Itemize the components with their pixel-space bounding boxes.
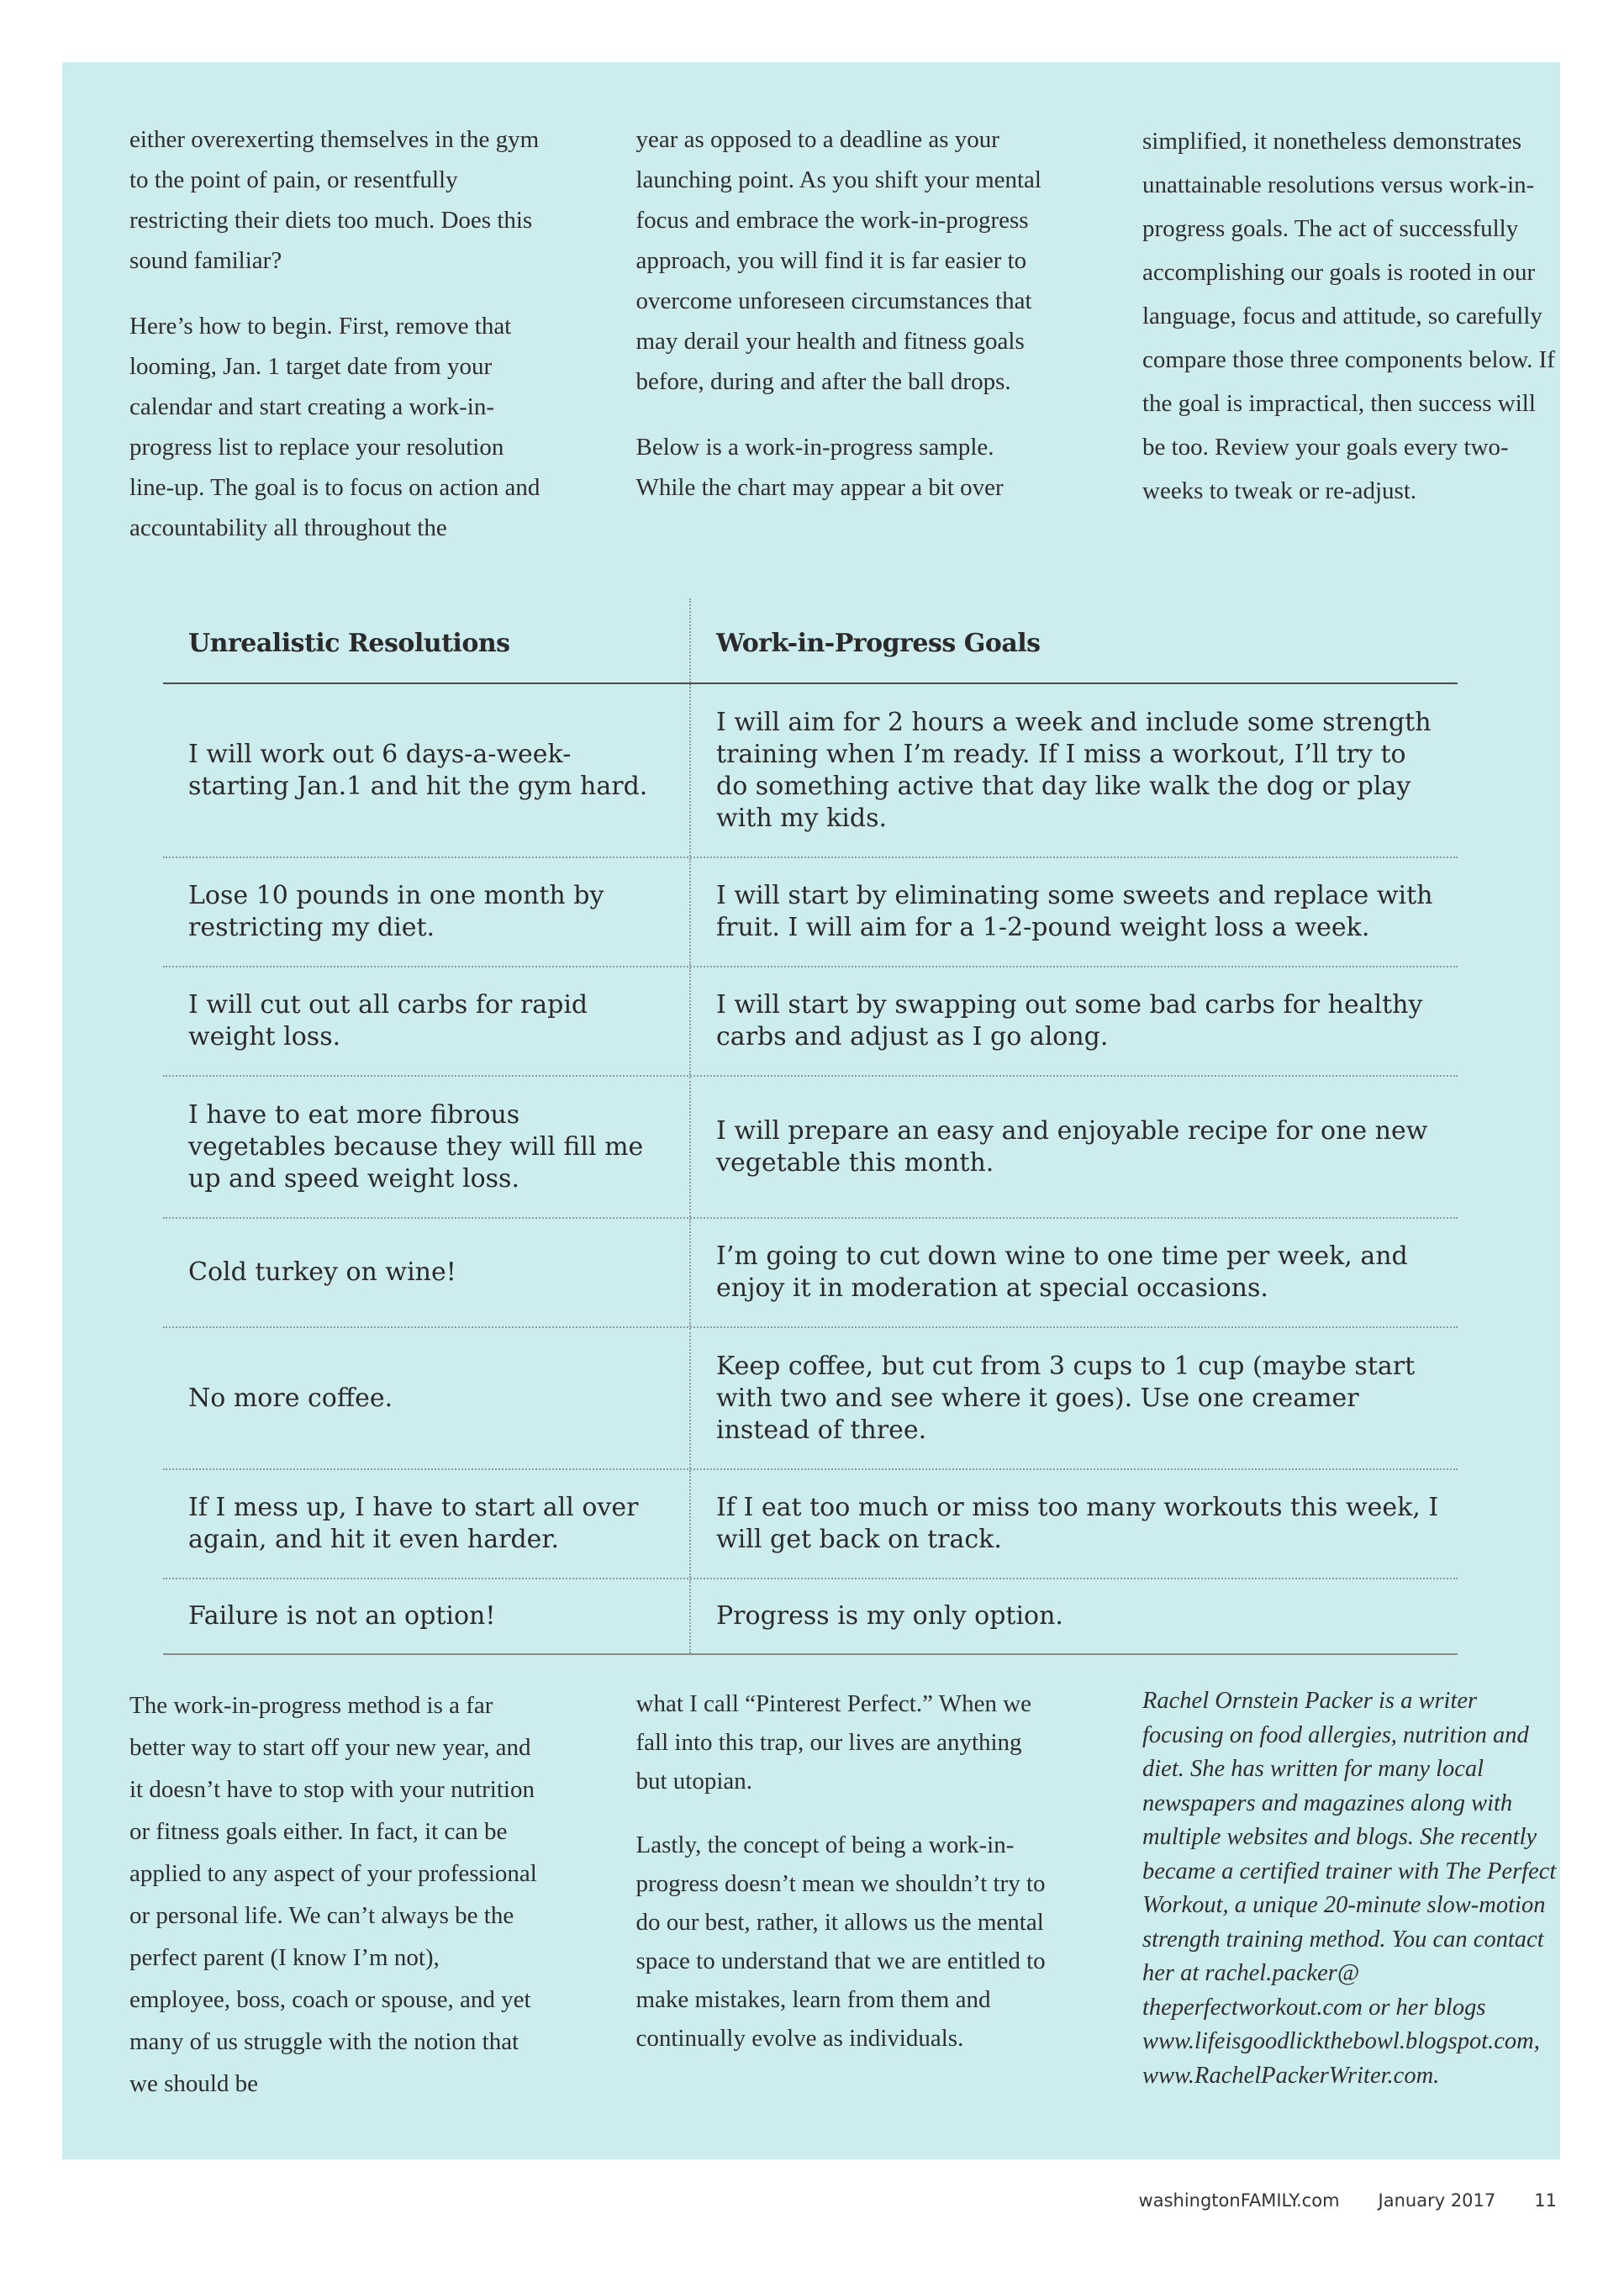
article-panel [62, 62, 1560, 2159]
author-bio [1142, 1684, 1558, 2130]
goal-cell: I will start by eliminating some sweets and replace with fruit. I will aim for a 1-2-pound weight loss a week. [716, 881, 1433, 942]
footer-issue: January 2017 [1378, 2190, 1496, 2211]
paragraph: either overexerting themselves in the gym to the point of pain, or resentfully restricting their diets too much. Does this sound familiar? [129, 126, 540, 274]
resolution-cell: No more coffee. [188, 1383, 393, 1413]
bottom-columns [129, 1684, 1558, 2130]
goals-table [163, 598, 1458, 1655]
bottom-column-1 [129, 1684, 546, 2130]
table-row [163, 1579, 1458, 1655]
footer-site: washingtonFAMILY.com [1138, 2190, 1340, 2211]
resolution-cell: Cold turkey on wine! [188, 1257, 456, 1287]
resolution-cell: If I mess up, I have to start all over again, and hit it even harder. [188, 1493, 639, 1554]
resolution-cell: Failure is not an option! [188, 1601, 496, 1631]
resolution-cell: Lose 10 pounds in one month by restricting my diet. [188, 881, 604, 942]
author-bio-text: Rachel Ornstein Packer is a writer focusing on food allergies, nutrition and diet. She has written for many local newspapers and magazines along with multiple websites and blogs. She recently became a certified trainer with The Perfect Workout, a unique 20-minute slow-motion strength training method. You can contact her at rachel.packer@ theperfectworkout.com or her blogs www.lifeisgoodlickthebowl.blogspot.com, www.RachelPackerWriter.com. [1142, 1688, 1557, 2089]
resolution-cell: I will work out 6 days-a-week-starting Jan.1 and hit the gym hard. [188, 739, 648, 801]
paragraph: The work-in-progress method is a far better way to start off your new year, and it doesn’t have to stop with your nutrition or fitness goals either. In fact, it can be applied to any aspect of your professional or personal life. We can’t always be the perfect parent (I know I’m not), employee, boss, coach or spouse, and yet many of us struggle with the notion that we should be [129, 1692, 537, 2097]
paragraph: Lastly, the concept of being a work-in-progress doesn’t mean we shouldn’t try to do our best, rather, it allows us the mental space to understand that we are entitled to make mistakes, learn from them and continually evolve as individuals. [635, 1832, 1046, 2052]
table-row [163, 1328, 1458, 1470]
goal-cell: I will start by swapping out some bad carbs for healthy carbs and adjust as I go along. [716, 990, 1423, 1052]
goal-cell: If I eat too much or miss too many workouts this week, I will get back on track. [716, 1493, 1439, 1554]
paragraph: simplified, it nonetheless demonstrates unattainable resolutions versus work-in-progress goals. The act of successfully accomplishing our goals is rooted in our language, focus and attitude, so carefully compare those three components below. If the goal is impractical, then success will be too. Review your goals every two-weeks to tweak or re-adjust. [1142, 128, 1555, 504]
table-header [163, 598, 1458, 684]
table-row [163, 1077, 1458, 1219]
paragraph: what I call “Pinterest Perfect.” When we fall into this trap, our lives are anything but utopian. [635, 1690, 1032, 1795]
resolution-cell: I will cut out all carbs for rapid weight loss. [188, 990, 588, 1052]
top-column-1 [129, 119, 546, 573]
table-row [163, 967, 1458, 1077]
goal-cell: Keep coffee, but cut from 3 cups to 1 cup (maybe start with two and see where it goes). Use one creamer instead of three. [716, 1351, 1416, 1445]
top-column-2 [636, 119, 1052, 573]
page-number: 11 [1534, 2190, 1557, 2211]
paragraph: year as opposed to a deadline as your launching point. As you shift your mental focus and embrace the work-in-progress approach, you will find it is far easier to overcome unforeseen circumstances that may derail your health and fitness goals before, during and after the ball drops. [635, 126, 1041, 395]
header-work-in-progress-goals: Work-in-Progress Goals [716, 629, 1041, 658]
paragraph: Here’s how to begin. First, remove that looming, Jan. 1 target date from your calendar and start creating a work-in-progress list to replace your resolution line-up. The goal is to focus on action and accountability all throughout the [129, 313, 540, 541]
table-row [163, 1470, 1458, 1579]
table-row [163, 684, 1458, 858]
bottom-column-2 [636, 1684, 1052, 2130]
top-columns [129, 119, 1558, 573]
top-column-3 [1142, 119, 1558, 573]
table-row [163, 858, 1458, 967]
page-footer [1139, 2190, 1557, 2211]
goal-cell: I will prepare an easy and enjoyable recipe for one new vegetable this month. [716, 1115, 1428, 1178]
goal-cell: Progress is my only option. [716, 1601, 1063, 1631]
goal-cell: I’m going to cut down wine to one time per week, and enjoy it in moderation at special occasions. [716, 1241, 1408, 1303]
table-row [163, 1219, 1458, 1328]
goal-cell: I will aim for 2 hours a week and include some strength training when I’m ready. If I miss a workout, I’ll try to do something active that day like walk the dog or play with my kids. [716, 707, 1432, 833]
header-unrealistic-resolutions: Unrealistic Resolutions [163, 598, 691, 683]
paragraph: Below is a work-in-progress sample. While the chart may appear a bit over [635, 434, 1004, 501]
resolution-cell: I have to eat more fibrous vegetables because they will fill me up and speed weight loss. [188, 1099, 644, 1194]
